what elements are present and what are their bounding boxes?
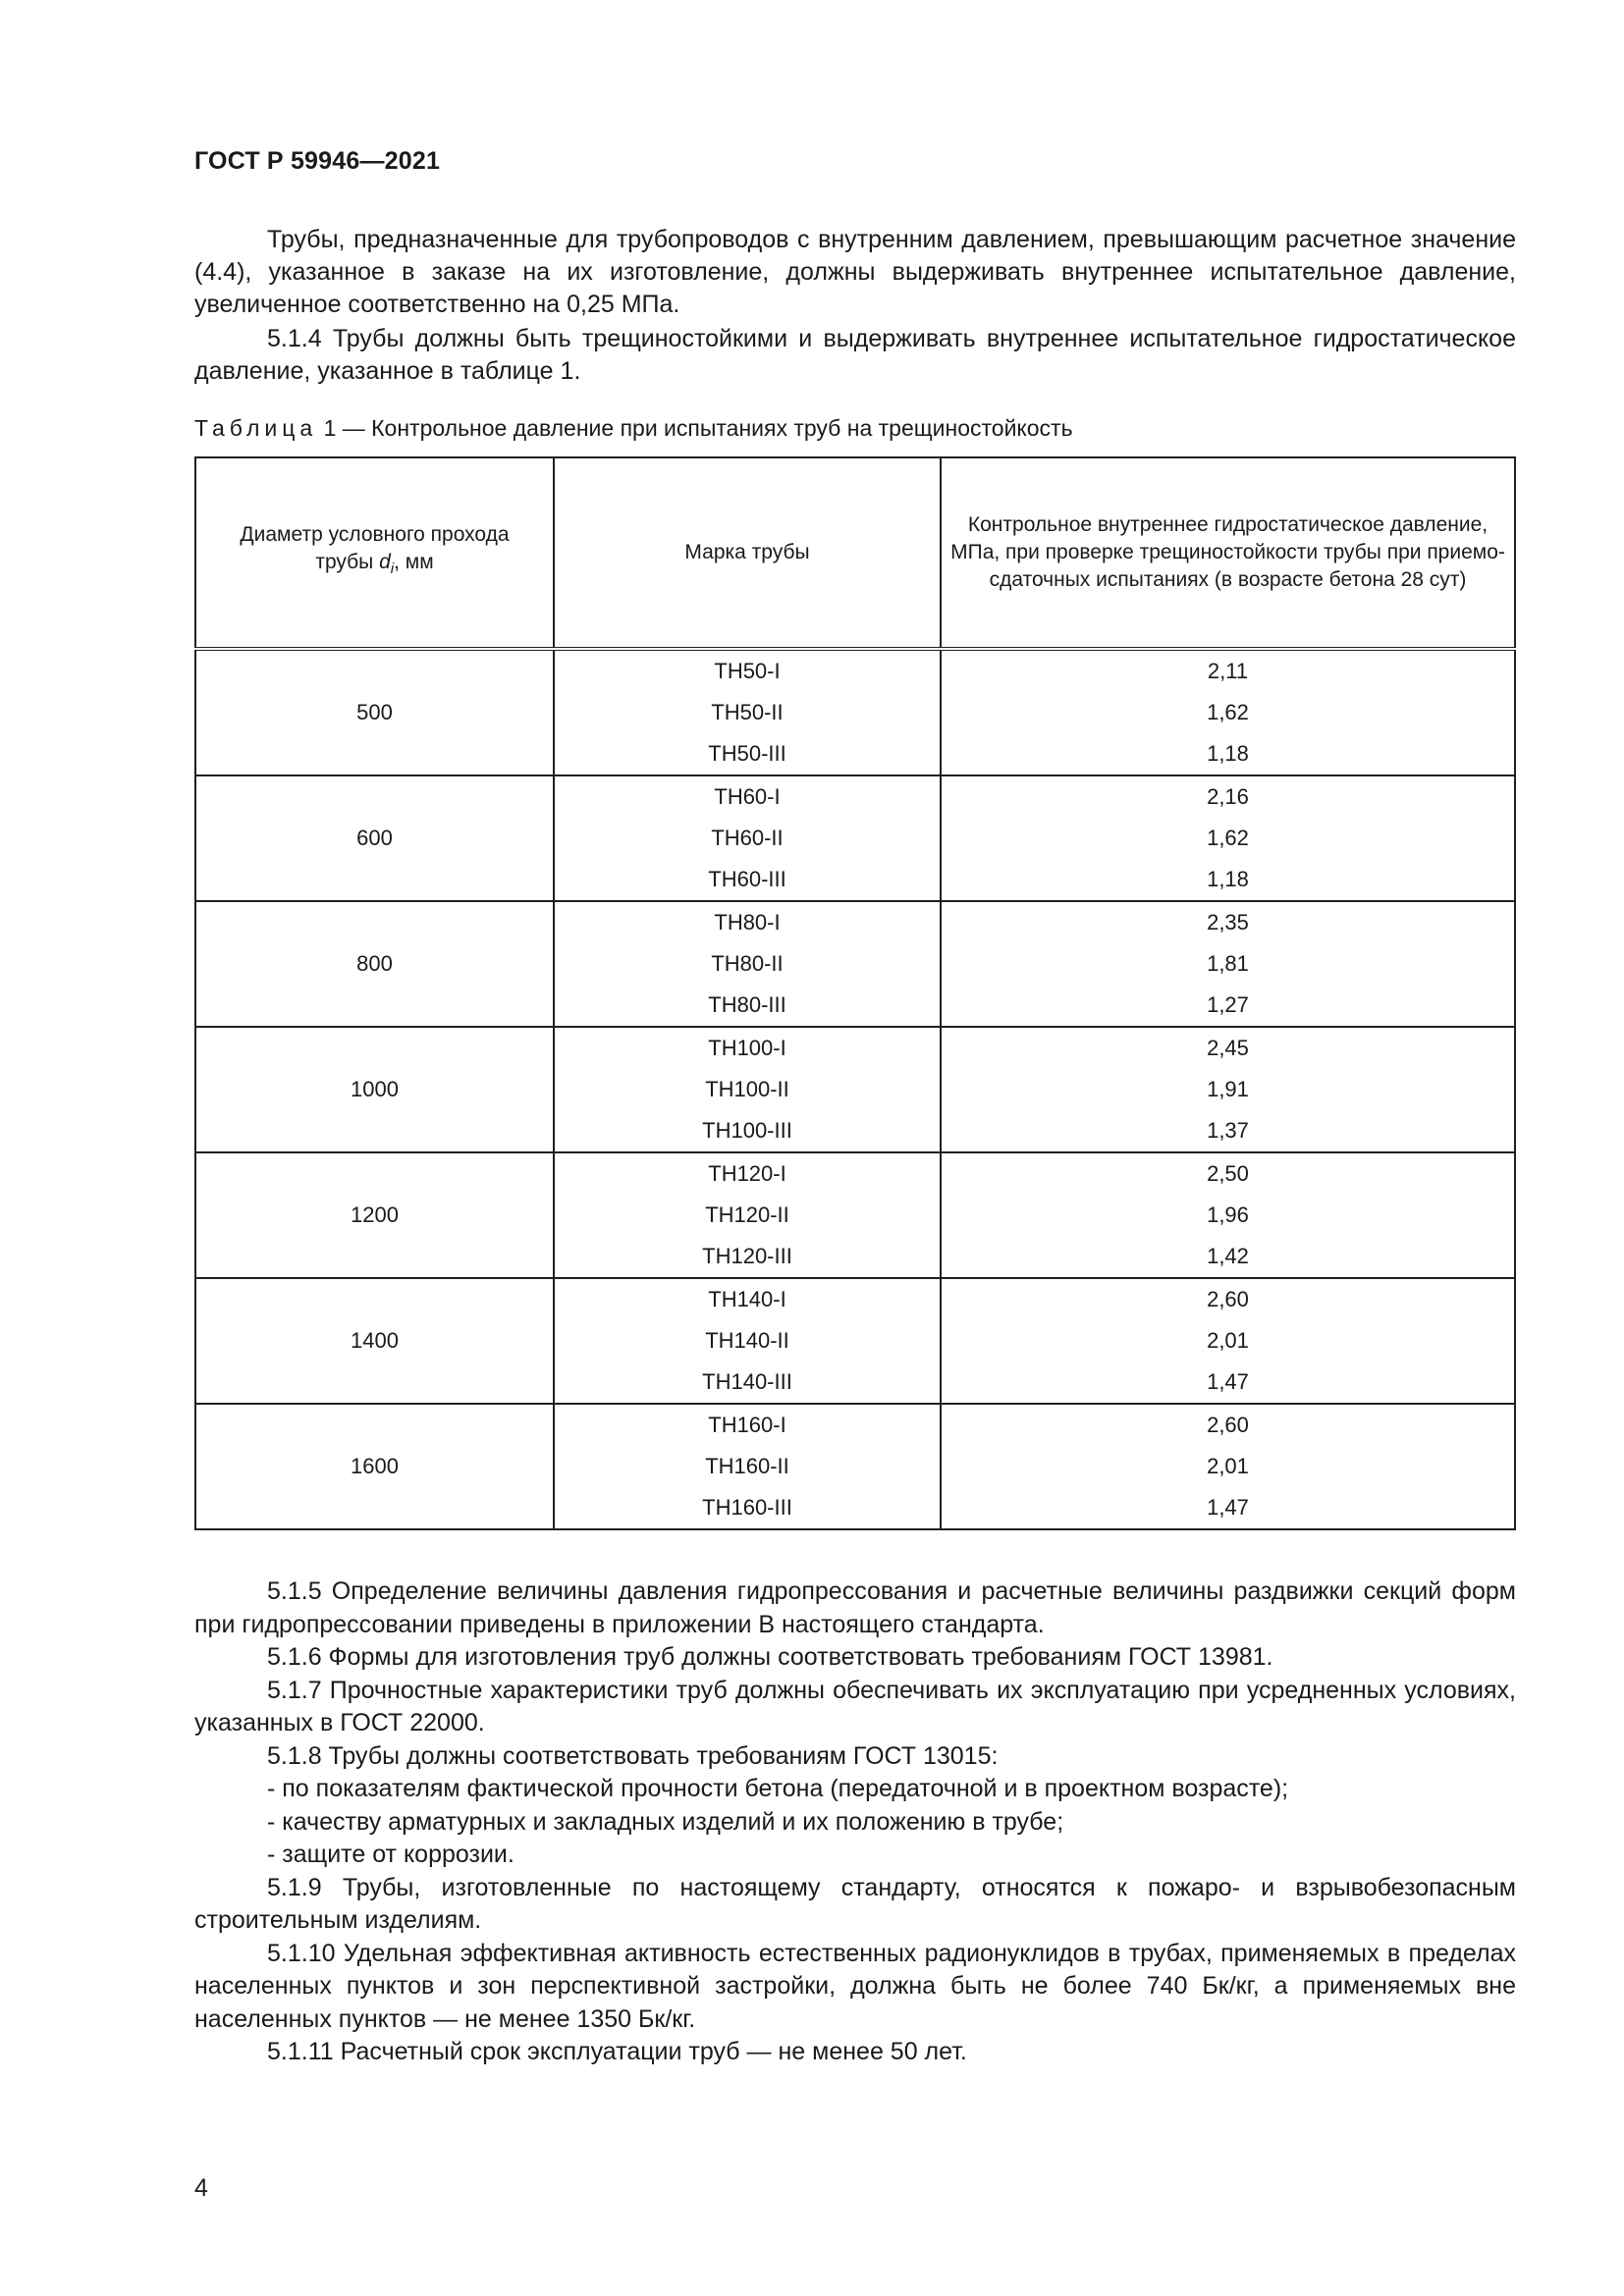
pressure-cell: 2,60	[941, 1278, 1515, 1320]
table-row	[195, 649, 1515, 692]
mark-cell: ТН60-II	[554, 818, 941, 859]
pressure-cell: 1,18	[941, 859, 1515, 901]
mark-cell: ТН50-III	[554, 733, 941, 775]
list-item: - защите от коррозии.	[267, 1841, 514, 1868]
pressure-cell: 2,60	[941, 1404, 1515, 1446]
mark-cell: ТН120-I	[554, 1152, 941, 1195]
clause-5-1-9: 5.1.9 Трубы, изготовленные по настоящему стандарту, относятся к пожаро- и взрывобезопасным строительным изделиям.	[194, 1873, 1516, 1934]
pressure-cell: 1,62	[941, 818, 1515, 859]
mark-cell: ТН160-II	[554, 1446, 941, 1487]
pressure-table	[194, 456, 1516, 1530]
pressure-cell: 1,42	[941, 1236, 1515, 1278]
list-item: - по показателям фактической прочности бетона (передаточной и в проектном возрасте);	[267, 1775, 1289, 1802]
diameter-cell: 1400	[195, 1278, 554, 1404]
pressure-cell: 2,50	[941, 1152, 1515, 1195]
pressure-cell: 1,91	[941, 1069, 1515, 1110]
pressure-cell: 2,35	[941, 901, 1515, 943]
intro-paragraph: Трубы, предназначенные для трубопроводов с внутренним давлением, превышающим расчетное значение (4.4), указанное в заказе на их изготовление, должны выдерживать внутреннее испытательное давление, увеличенное соответственно на 0,25 МПа.	[194, 226, 1516, 318]
diameter-cell: 800	[195, 901, 554, 1027]
mark-cell: ТН100-II	[554, 1069, 941, 1110]
pressure-cell: 2,16	[941, 775, 1515, 818]
table-caption-text: 1 — Контрольное давление при испытаниях труб на трещиностойкость	[323, 415, 1073, 441]
header-mark: Марка трубы	[554, 457, 941, 649]
pressure-cell: 2,01	[941, 1446, 1515, 1487]
mark-cell: ТН50-II	[554, 692, 941, 733]
pressure-cell: 1,27	[941, 985, 1515, 1027]
clause-5-1-7: 5.1.7 Прочностные характеристики труб должны обеспечивать их эксплуатацию при усредненных условиях, указанных в ГОСТ 22000.	[194, 1676, 1516, 1736]
table-body	[195, 649, 1515, 1529]
clause-5-1-11: 5.1.11 Расчетный срок эксплуатации труб — не менее 50 лет.	[267, 2038, 967, 2065]
pressure-cell: 2,01	[941, 1320, 1515, 1362]
mark-cell: ТН80-III	[554, 985, 941, 1027]
pressure-cell: 1,47	[941, 1362, 1515, 1404]
table-row	[195, 775, 1515, 818]
diameter-cell: 600	[195, 775, 554, 901]
mark-cell: ТН60-I	[554, 775, 941, 818]
clause-5-1-10: 5.1.10 Удельная эффективная активность естественных радионуклидов в трубах, применяемых в пределах населенных пунктов и зон перспективной застройки, должна быть не более 740 Бк/кг, а применяемых вне населенных пунктов — не менее 1350 Бк/кг.	[194, 1939, 1516, 2033]
pressure-cell: 2,45	[941, 1027, 1515, 1069]
page-number: 4	[194, 2174, 208, 2202]
pressure-cell: 1,81	[941, 943, 1515, 985]
document-header: ГОСТ Р 59946—2021	[194, 147, 441, 175]
clause-5-1-4: 5.1.4 Трубы должны быть трещиностойкими и выдерживать внутреннее испытательное гидростатическое давление, указанное в таблице 1.	[194, 325, 1516, 385]
pressure-cell: 1,37	[941, 1110, 1515, 1152]
mark-cell: ТН120-III	[554, 1236, 941, 1278]
mark-cell: ТН100-I	[554, 1027, 941, 1069]
table-row	[195, 901, 1515, 943]
mark-cell: ТН100-III	[554, 1110, 941, 1152]
mark-cell: ТН160-III	[554, 1487, 941, 1529]
mark-cell: ТН80-I	[554, 901, 941, 943]
clause-5-1-5: 5.1.5 Определение величины давления гидропрессования и расчетные величины раздвижки секций форм при гидропрессовании приведены в приложении В настоящего стандарта.	[194, 1577, 1516, 1638]
table-row	[195, 1027, 1515, 1069]
pressure-cell: 1,62	[941, 692, 1515, 733]
pressure-cell: 1,47	[941, 1487, 1515, 1529]
table-caption	[194, 415, 1073, 442]
list-item: - качеству арматурных и закладных изделий и их положению в трубе;	[267, 1807, 1064, 1836]
header-diameter: Диаметр условного прохода трубы $d_i$, мм	[195, 457, 554, 649]
table-row	[195, 1404, 1515, 1446]
diameter-cell: 1600	[195, 1404, 554, 1529]
mark-cell: ТН140-II	[554, 1320, 941, 1362]
header-pressure: Контрольное внутреннее гидростатическое давление, МПа, при проверке трещиностойкости трубы при приемо-сдаточных испытаниях (в возрасте бетона 28 сут)	[941, 457, 1515, 649]
table-row	[195, 1278, 1515, 1320]
mark-cell: ТН80-II	[554, 943, 941, 985]
body-section	[194, 1575, 1516, 2069]
intro-section	[194, 224, 1516, 388]
mark-cell: ТН160-I	[554, 1404, 941, 1446]
table-caption-label: Таблица	[194, 415, 318, 441]
pressure-cell: 1,96	[941, 1195, 1515, 1236]
diameter-cell: 500	[195, 649, 554, 775]
diameter-cell: 1200	[195, 1152, 554, 1278]
mark-cell: ТН50-I	[554, 649, 941, 692]
mark-cell: ТН140-I	[554, 1278, 941, 1320]
mark-cell: ТН120-II	[554, 1195, 941, 1236]
pressure-cell: 2,11	[941, 649, 1515, 692]
clause-5-1-8: 5.1.8 Трубы должны соответствовать требованиям ГОСТ 13015:	[267, 1741, 999, 1770]
diameter-cell: 1000	[195, 1027, 554, 1152]
clause-5-1-6: 5.1.6 Формы для изготовления труб должны соответствовать требованиям ГОСТ 13981.	[267, 1643, 1273, 1671]
mark-cell: ТН60-III	[554, 859, 941, 901]
mark-cell: ТН140-III	[554, 1362, 941, 1404]
table-row	[195, 1152, 1515, 1195]
table-header-row	[195, 457, 1515, 649]
pressure-cell: 1,18	[941, 733, 1515, 775]
